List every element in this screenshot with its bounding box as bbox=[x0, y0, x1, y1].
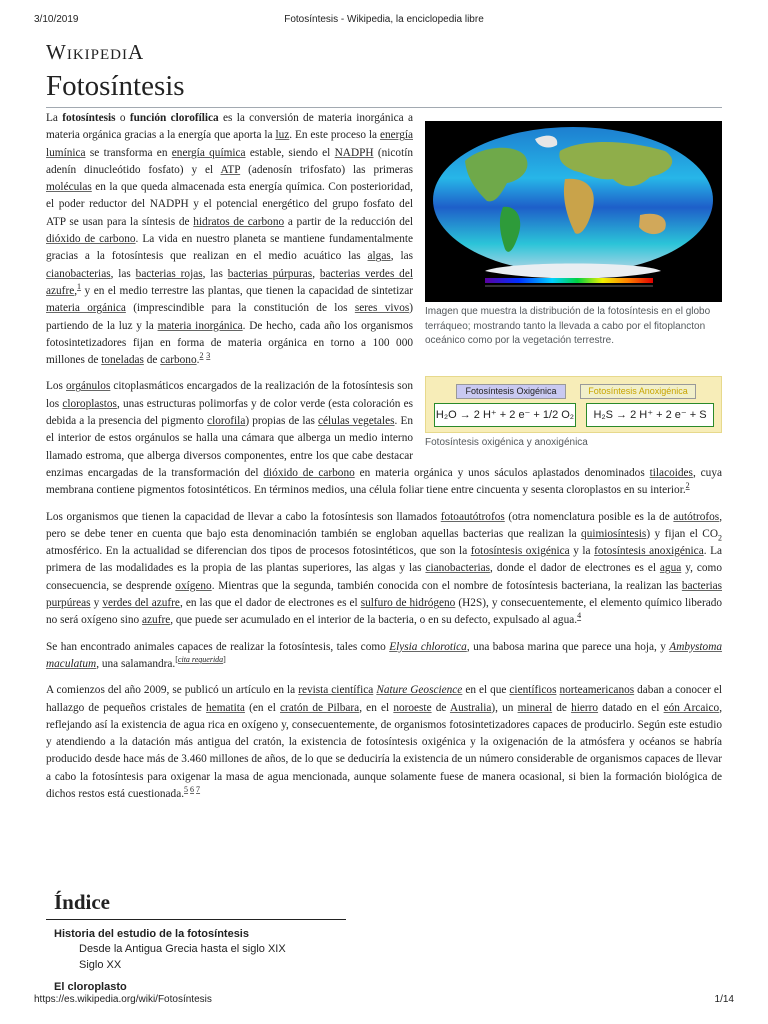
link-dioxido-de-carbono[interactable]: dióxido de carbono bbox=[263, 466, 355, 479]
text: Se han encontrado animales capaces de realizar la fotosíntesis, tales como bbox=[46, 640, 390, 653]
link-autotrofos[interactable]: autótrofos bbox=[673, 510, 720, 523]
paragraph-organismos bbox=[46, 509, 722, 630]
link-energia-quimica[interactable]: energía química bbox=[171, 146, 246, 159]
text: , cuya membrana contiene pigmentos fotosintéticos. En términos medios, una célula foliar tiene entre cincuenta y sesenta cloroplastos en su interior. bbox=[46, 466, 722, 497]
link-cita-requerida[interactable]: cita requerida bbox=[177, 655, 224, 665]
text: daban a conocer el hallazgo de pequeños cristales de bbox=[46, 684, 722, 714]
toc-item-antigua-grecia[interactable]: Desde la Antigua Grecia hasta el siglo XIX bbox=[79, 943, 286, 955]
link-tilacoides[interactable]: tilacoides bbox=[649, 466, 693, 479]
text: atmosférico. En la actualidad se diferencian dos tipos de procesos fotosintéticos, que son la bbox=[46, 545, 471, 558]
link-oxigeno[interactable]: oxígeno bbox=[175, 579, 212, 592]
link-nature-geoscience[interactable]: Nature Geoscience bbox=[376, 684, 463, 697]
wordmark-a: A bbox=[127, 40, 145, 64]
link-ambystoma-maculatum[interactable]: Ambystoma maculatum bbox=[46, 640, 723, 670]
link-revista-cientifica[interactable]: revista científica bbox=[298, 684, 374, 697]
link-agua[interactable]: agua bbox=[659, 562, 682, 575]
text: La bbox=[46, 112, 63, 124]
oxygenic-title: Fotosíntesis Oxigénica bbox=[456, 384, 566, 399]
link-australia[interactable]: Australia bbox=[449, 701, 492, 714]
text: , una babosa marina que parece una hoja, y bbox=[466, 640, 670, 653]
text: datado en el bbox=[598, 701, 664, 714]
link-cloroplastos[interactable]: cloroplastos bbox=[62, 397, 117, 410]
text: (en el bbox=[244, 701, 280, 714]
link-cianobacterias[interactable]: cianobacterias bbox=[46, 267, 111, 280]
text: ) partiendo de la luz y la bbox=[46, 302, 414, 332]
wordmark-middle: IKIPEDI bbox=[66, 47, 128, 63]
wordmark-w: W bbox=[46, 40, 67, 64]
link-atp[interactable]: ATP bbox=[220, 163, 241, 176]
link-bacterias-rojas[interactable]: bacterias rojas bbox=[135, 267, 203, 280]
toc-item-cloroplasto[interactable]: El cloroplasto bbox=[54, 981, 127, 993]
text: (H2S), y consecuentemente, el elemento químico liberado no será oxígeno sino bbox=[46, 597, 723, 627]
link-energia-luminica[interactable]: energía lumínica bbox=[46, 129, 413, 159]
print-date: 3/10/2019 bbox=[34, 14, 79, 25]
anoxygenic-formula: H₂S → 2 H⁺ + 2 e⁻ + S bbox=[586, 403, 714, 427]
world-map-graphic bbox=[425, 121, 722, 302]
text: . bbox=[196, 354, 200, 367]
reference-link[interactable]: 5 bbox=[184, 785, 189, 795]
link-mineral[interactable]: mineral bbox=[517, 701, 553, 714]
reference-link[interactable]: 4 bbox=[577, 611, 582, 621]
link-eon-arcaico[interactable]: eón Arcaico bbox=[663, 701, 720, 714]
text: . Mientras que la segunda, también conocida con el nombre de fotosíntesis bacteriana, la realizan las bbox=[211, 579, 682, 592]
text: , las bbox=[390, 250, 413, 263]
equations-caption: Fotosíntesis oxigénica y anoxigénica bbox=[425, 436, 588, 448]
text: . La primera de las modalidades es la propia de las plantas superiores, las algas y las bbox=[46, 545, 722, 575]
link-azufre[interactable]: azufre bbox=[142, 614, 171, 627]
link-fotosintesis-anoxigenica[interactable]: fotosíntesis anoxigénica bbox=[594, 545, 704, 558]
oxygenic-formula: H₂O → 2 H⁺ + 2 e⁻ + 1/2 O₂ bbox=[434, 403, 576, 427]
text: ) propias de las bbox=[245, 415, 318, 428]
toc-item-siglo-xx[interactable]: Siglo XX bbox=[79, 959, 122, 971]
text: , bbox=[312, 267, 320, 280]
link-craton-de-pilbara[interactable]: cratón de Pilbara bbox=[280, 701, 360, 714]
text: , las bbox=[202, 267, 228, 280]
photosynthesis-world-map-image[interactable] bbox=[425, 121, 722, 302]
text: . La vida en nuestro planeta se mantiene fundamentalmente gracias a la fotosíntesis que realizan en el medio acuático las bbox=[46, 233, 413, 263]
text: estable, siendo el bbox=[245, 146, 335, 159]
text: A comienzos del año 2009, se publicó un artículo en la bbox=[46, 684, 299, 697]
text: , las bbox=[110, 267, 136, 280]
link-clorofila[interactable]: clorofila bbox=[207, 415, 246, 428]
text: , en las que el dador de electrones es el bbox=[179, 597, 361, 610]
text: , bbox=[74, 284, 78, 297]
text: y, como consecuencia, se desprende bbox=[46, 562, 722, 592]
text: . De hecho, cada año los organismos fotosintetizadores fijan en forma de materia orgánica en torno a 100 000 millones de bbox=[46, 319, 413, 367]
article-body bbox=[46, 110, 722, 812]
text: de bbox=[431, 701, 450, 714]
link-seres-vivos[interactable]: seres vivos bbox=[354, 302, 410, 315]
text: en el que bbox=[462, 684, 510, 697]
text: a partir de la reducción del bbox=[284, 215, 413, 228]
text: , donde el dador de electrones es el bbox=[490, 562, 660, 575]
link-cianobacterias[interactable]: cianobacterias bbox=[425, 562, 491, 575]
link-hematita[interactable]: hematita bbox=[206, 701, 245, 714]
text: ) y fijan el CO bbox=[646, 527, 718, 540]
toc-item-historia[interactable]: Historia del estudio de la fotosíntesis bbox=[54, 928, 249, 940]
text: en la que queda almacenada esta energía química. Con posterioridad, el poder reductor del NADPH y el potencial energético del grupo fosfato del ATP se usan para la síntesis de bbox=[46, 181, 413, 228]
link-elysia-chlorotica[interactable]: Elysia chlorotica bbox=[389, 640, 467, 653]
reference-link[interactable]: 7 bbox=[196, 785, 201, 795]
link-sulfuro-de-hidrogeno[interactable]: sulfuro de hidrógeno bbox=[360, 597, 456, 610]
link-noroeste[interactable]: noroeste bbox=[393, 701, 432, 714]
reference-link[interactable]: 2 bbox=[685, 481, 690, 491]
link-verdes-del-azufre[interactable]: verdes del azufre bbox=[102, 597, 180, 610]
link-celulas-vegetales[interactable]: células vegetales bbox=[318, 415, 395, 428]
text: y en el medio terrestre las plantas, que tienen la capacidad de sintetizar bbox=[81, 284, 413, 297]
link-cientificos[interactable]: científicos bbox=[509, 684, 557, 697]
text: se transforma en bbox=[85, 146, 172, 159]
link-bacterias-verdes-del-azufre[interactable]: bacterias verdes del azufre bbox=[46, 267, 413, 297]
link-nadph[interactable]: NADPH bbox=[334, 146, 374, 159]
link-materia-inorganica[interactable]: materia inorgánica bbox=[157, 319, 243, 332]
wikipedia-wordmark[interactable] bbox=[46, 40, 144, 65]
print-page-number: 1/14 bbox=[714, 994, 734, 1005]
photosynthesis-equations-image[interactable] bbox=[425, 376, 722, 433]
text: . En el interior de estos orgánulos se halla una cámara que alberga un medio interno llamado estroma, que alberga diversos componentes, entre los que cabe destacar enzimas encargadas de la transformación del bbox=[46, 415, 413, 479]
link-materia-organica[interactable]: materia orgánica bbox=[46, 302, 126, 315]
text: , en el bbox=[359, 701, 394, 714]
link-norteamericanos[interactable]: norteamericanos bbox=[559, 684, 635, 697]
paragraph-animales bbox=[46, 639, 722, 674]
text: (imprescindible para la constitución de los bbox=[125, 302, 355, 315]
link-bacterias-purpuras[interactable]: bacterias púrpuras bbox=[227, 267, 313, 280]
text: y bbox=[90, 597, 103, 610]
text: , pero se debe tener en cuenta que bajo esta denominación también se engloban aquellas bacterias que realizan la bbox=[46, 510, 723, 540]
text: (nicotín adenín dinucleótido fosfato) y el bbox=[46, 146, 414, 176]
figure-column bbox=[425, 121, 722, 450]
anoxygenic-title: Fotosíntesis Anoxigénica bbox=[580, 384, 696, 399]
toc-heading: Índice bbox=[46, 884, 346, 920]
link-hierro[interactable]: hierro bbox=[571, 701, 599, 714]
link-carbono[interactable]: carbono bbox=[160, 354, 197, 367]
page-title: Fotosíntesis bbox=[46, 70, 722, 108]
paragraph-historia-2009 bbox=[46, 682, 722, 803]
text: (adenosín trifosfato) las primeras bbox=[240, 163, 413, 176]
text: , reflejando así la existencia de agua rica en oxígeno y, consecuentemente, de organismos fotosintetizadores capaces de producirlo. Según este estudio y atendiendo a la datación más antigua del cratón, la existencia de fotosíntesis oxigénica y la oxigenación de la atmósfera y océanos se habría producido desde hace más de 3.460 millones de años, de lo que se deduciría la existencia de un número considerable de organismos capaces de llevar a cabo la fotosíntesis para oxigenar la masa de agua mencionada, aunque solamente fuese de manera ocasional, si bien la formación biológica de dichos restos está cuestionada. bbox=[46, 701, 723, 800]
link-moleculas[interactable]: moléculas bbox=[46, 181, 92, 194]
text: y la bbox=[569, 545, 595, 558]
text: de bbox=[552, 701, 572, 714]
text: Los organismos que tienen la capacidad de llevar a cabo la fotosíntesis son llamados bbox=[46, 510, 441, 523]
text: de bbox=[143, 354, 161, 367]
link-organulos[interactable]: orgánulos bbox=[66, 380, 111, 393]
link-algas[interactable]: algas bbox=[367, 250, 391, 263]
link-fotosintesis-oxigenica[interactable]: fotosíntesis oxigénica bbox=[470, 545, 570, 558]
link-toneladas[interactable]: toneladas bbox=[101, 354, 144, 367]
text: ), un bbox=[491, 701, 518, 714]
link-dioxido-de-carbono[interactable]: dióxido de carbono bbox=[46, 233, 136, 246]
link-fotoautotrofos[interactable]: fotoautótrofos bbox=[440, 510, 505, 523]
bold-term: función clorofílica bbox=[129, 112, 219, 124]
table-of-contents bbox=[46, 884, 346, 994]
text: . En este proceso la bbox=[289, 129, 380, 142]
text: (otra nomenclatura posible es la de bbox=[504, 510, 674, 523]
bold-term: fotosíntesis bbox=[62, 112, 116, 124]
map-caption: Imagen que muestra la distribución de la fotosíntesis en el globo terráqueo; mostrando tanto la llevada a cabo por el fitoplancton oceánico como por la vegetación terrestre. bbox=[425, 306, 711, 346]
text: en materia orgánica y unos sáculos aplastados denominados bbox=[354, 466, 650, 479]
link-luz[interactable]: luz bbox=[275, 129, 290, 142]
link-quimiosintesis[interactable]: quimiosíntesis bbox=[581, 527, 647, 540]
print-url: https://es.wikipedia.org/wiki/Fotosíntesis bbox=[34, 994, 212, 1005]
text: , que puede ser acumulado en el interior de la bacteria, o en su defecto, expulsado al agua. bbox=[170, 614, 578, 627]
text: Los bbox=[46, 380, 66, 393]
reference-link[interactable]: 3 bbox=[206, 351, 211, 361]
subscript: 2 bbox=[717, 533, 722, 543]
citation-needed: [cita requerida] bbox=[175, 655, 226, 665]
text: , una salamandra. bbox=[96, 657, 176, 670]
print-title: Fotosíntesis - Wikipedia, la enciclopedia libre bbox=[284, 14, 484, 25]
text: es la conversión de materia inorgánica a materia orgánica gracias a la energía que aporta la bbox=[46, 112, 413, 142]
link-hidratos-de-carbono[interactable]: hidratos de carbono bbox=[193, 215, 285, 228]
text: o bbox=[115, 112, 130, 124]
reference-link[interactable]: 2 bbox=[199, 351, 204, 361]
reference-link[interactable]: 1 bbox=[77, 282, 82, 292]
link-bacterias-purpureas[interactable]: bacterias purpúreas bbox=[46, 579, 722, 610]
text: , unas estructuras polimorfas y de color verde (esta coloración es debida a la presencia del pigmento bbox=[46, 397, 414, 428]
text: citoplasmáticos encargados de la realización de la fotosíntesis son los bbox=[46, 380, 413, 410]
reference-link[interactable]: 6 bbox=[190, 785, 195, 795]
